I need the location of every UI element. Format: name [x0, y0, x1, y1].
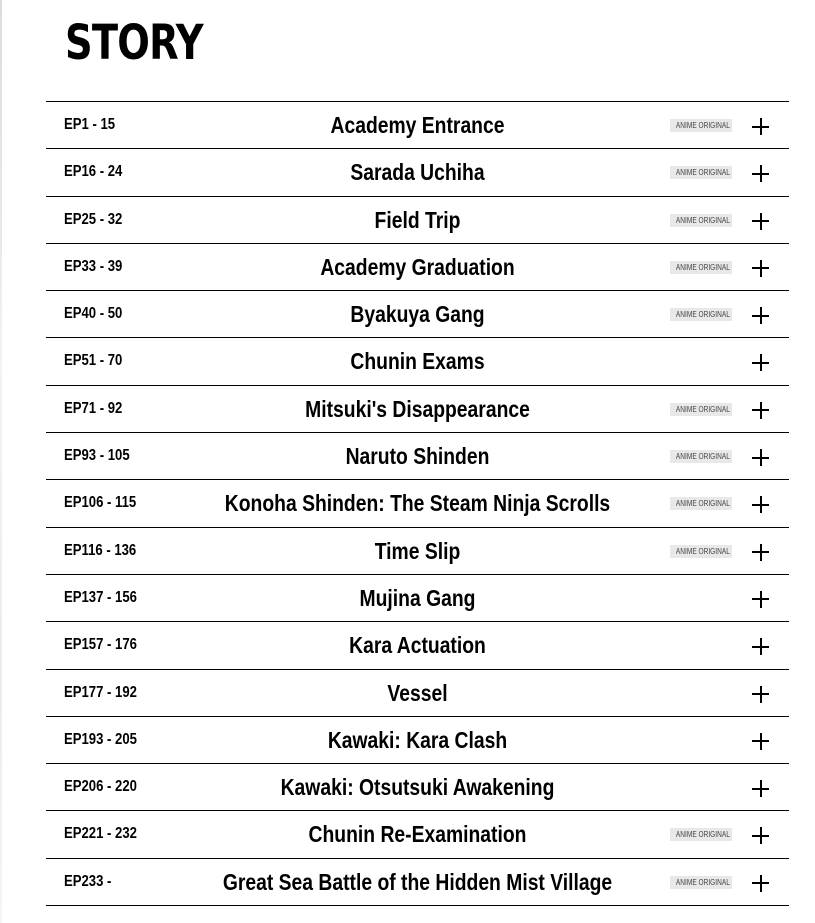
anime-original-badge-label: ANIME ORIGINAL: [675, 877, 730, 887]
plus-icon[interactable]: [752, 733, 769, 750]
story-arc-row[interactable]: [46, 670, 789, 717]
episode-range: EP93 - 105: [64, 447, 130, 465]
arc-title: Academy Graduation: [320, 253, 515, 280]
plus-icon[interactable]: [752, 402, 769, 419]
story-arc-row[interactable]: [46, 102, 789, 149]
anime-original-badge-label: ANIME ORIGINAL: [675, 262, 730, 272]
plus-icon[interactable]: [752, 591, 769, 608]
plus-icon[interactable]: [752, 354, 769, 371]
arc-title: Mujina Gang: [359, 584, 476, 611]
anime-original-badge-label: ANIME ORIGINAL: [675, 310, 730, 320]
plus-icon[interactable]: [752, 496, 769, 513]
page-edge: [0, 0, 2, 923]
arc-title: Byakuya Gang: [350, 301, 485, 328]
plus-icon[interactable]: [752, 307, 769, 324]
anime-original-badge: [670, 308, 732, 321]
episode-range: EP177 - 192: [64, 683, 137, 701]
episode-range: EP106 - 115: [64, 494, 137, 512]
plus-icon[interactable]: [752, 827, 769, 844]
anime-original-badge: [670, 450, 732, 463]
story-arc-row[interactable]: [46, 386, 789, 433]
episode-range: EP1 - 15: [64, 116, 116, 133]
arc-title: Kawaki: Otsutsuki Awakening: [280, 774, 555, 801]
story-arc-row[interactable]: [46, 244, 789, 291]
anime-original-badge: [670, 166, 732, 179]
anime-original-badge-label: ANIME ORIGINAL: [675, 404, 730, 414]
arc-title: Time Slip: [374, 537, 461, 564]
anime-original-badge-label: ANIME ORIGINAL: [675, 499, 730, 509]
arc-title: Kara Actuation: [349, 632, 486, 659]
plus-icon[interactable]: [752, 544, 769, 561]
anime-original-badge: [670, 876, 732, 889]
story-arc-row[interactable]: [46, 433, 789, 480]
story-arc-row[interactable]: [46, 197, 789, 244]
story-arc-row[interactable]: [46, 764, 789, 811]
anime-original-badge: [670, 828, 732, 841]
plus-icon[interactable]: [752, 638, 769, 655]
section-title: STORY: [65, 15, 203, 71]
plus-icon[interactable]: [752, 875, 769, 892]
anime-original-badge: [670, 403, 732, 416]
episode-range: EP71 - 92: [64, 399, 123, 417]
episode-range: EP25 - 32: [64, 210, 123, 228]
plus-icon[interactable]: [752, 260, 769, 277]
arc-title: Mitsuki's Disappearance: [305, 395, 530, 422]
anime-original-badge-label: ANIME ORIGINAL: [675, 215, 730, 225]
anime-original-badge-label: ANIME ORIGINAL: [675, 830, 730, 840]
arc-title: Naruto Shinden: [345, 443, 490, 470]
story-arc-row[interactable]: [46, 291, 789, 338]
plus-icon[interactable]: [752, 449, 769, 466]
story-arc-row[interactable]: [46, 622, 789, 669]
story-arc-row[interactable]: [46, 338, 789, 385]
arc-title: Great Sea Battle of the Hidden Mist Village: [222, 868, 613, 895]
arc-title: Kawaki: Kara Clash: [327, 726, 508, 753]
plus-icon[interactable]: [752, 780, 769, 797]
anime-original-badge: [670, 119, 732, 132]
episode-range: EP116 - 136: [64, 541, 137, 559]
story-arc-row[interactable]: [46, 859, 789, 906]
episode-range: EP221 - 232: [64, 825, 137, 843]
arc-title: Academy Entrance: [330, 112, 505, 138]
anime-original-badge: [670, 497, 732, 510]
anime-original-badge: [670, 545, 732, 558]
story-arc-row[interactable]: [46, 811, 789, 858]
arc-title: Vessel: [387, 679, 448, 706]
anime-original-badge-label: ANIME ORIGINAL: [675, 168, 730, 178]
episode-range: EP157 - 176: [64, 636, 137, 654]
anime-original-badge-label: ANIME ORIGINAL: [675, 121, 730, 130]
story-arc-row[interactable]: [46, 149, 789, 196]
plus-icon[interactable]: [752, 165, 769, 182]
episode-range: EP137 - 156: [64, 588, 137, 606]
episode-range: EP193 - 205: [64, 730, 137, 748]
arc-title: Chunin Exams: [350, 348, 485, 375]
story-arc-row[interactable]: [46, 528, 789, 575]
episode-range: EP206 - 220: [64, 778, 137, 796]
anime-original-badge: [670, 261, 732, 274]
episode-range: EP33 - 39: [64, 257, 123, 275]
arc-title: Konoha Shinden: The Steam Ninja Scrolls: [224, 490, 611, 517]
episode-range: EP16 - 24: [64, 163, 123, 181]
story-arc-row[interactable]: [46, 717, 789, 764]
story-arc-row[interactable]: [46, 480, 789, 527]
episode-range: EP51 - 70: [64, 352, 123, 370]
episode-range: EP40 - 50: [64, 305, 123, 323]
plus-icon[interactable]: [752, 686, 769, 703]
anime-original-badge: [670, 214, 732, 227]
anime-original-badge-label: ANIME ORIGINAL: [675, 452, 730, 462]
anime-original-badge-label: ANIME ORIGINAL: [675, 546, 730, 556]
plus-icon[interactable]: [752, 213, 769, 230]
story-arc-row[interactable]: [46, 575, 789, 622]
story-arc-list: [46, 101, 789, 906]
arc-title: Chunin Re-Examination: [308, 821, 527, 848]
plus-icon[interactable]: [752, 118, 769, 135]
arc-title: Field Trip: [374, 206, 461, 233]
episode-range: EP233 -: [64, 872, 112, 890]
arc-title: Sarada Uchiha: [350, 159, 485, 186]
